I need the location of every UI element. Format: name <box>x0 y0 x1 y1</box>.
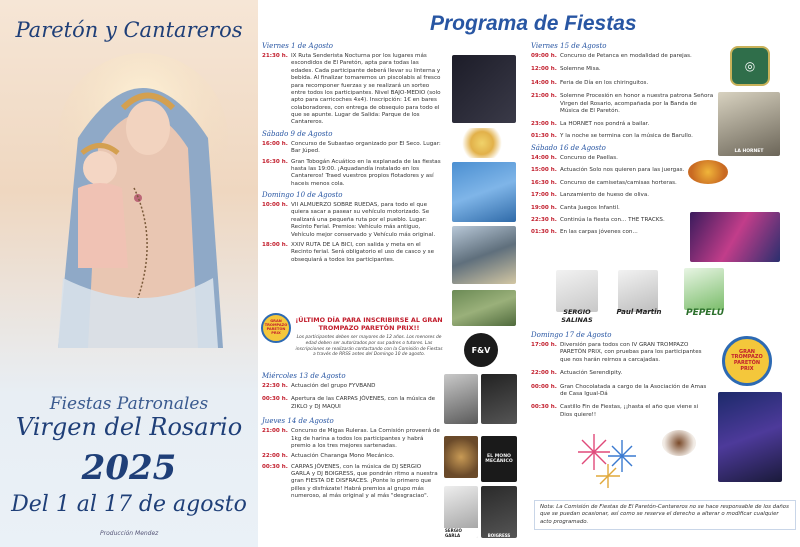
event-row <box>262 159 442 189</box>
event-row <box>262 202 442 239</box>
brand-title: Paretón y Cantareros <box>15 18 243 42</box>
program-column-left-bottom <box>262 372 440 504</box>
event-time: 21:00 h. <box>531 93 557 100</box>
program-column-left <box>262 42 442 267</box>
event-row <box>531 384 711 399</box>
day-heading: Sábado 9 de Agosto <box>262 129 333 138</box>
event-time: 22:30 h. <box>262 383 288 389</box>
dj-name-sergio: SERGIO SALINAS <box>561 308 593 324</box>
event-time: 22:30 h. <box>531 216 557 223</box>
event-text: Canta Juegos Infantil. <box>560 204 620 211</box>
program-column-right <box>531 42 716 240</box>
event-text: Apertura de las CARPAS JÓVENES, con la música de ZIKLO y DJ MAQUI <box>291 396 436 410</box>
event-text: Concurso de camisetas/camisas horteras. <box>560 179 677 186</box>
event-row <box>531 404 711 419</box>
event-time: 00:30 h. <box>262 463 288 470</box>
photo-night-walk <box>452 55 516 123</box>
event-row <box>262 428 440 450</box>
day-heading: Domingo 17 de Agosto <box>531 331 612 339</box>
event-row <box>262 53 442 127</box>
disclaimer-note <box>534 500 796 530</box>
event-row <box>531 133 716 140</box>
notice-small-print: Los participantes deben ser mayores de 12 años. Los menores de edad deben ser autorizados por sus padres o tutores. Las inscripciones se realizarán contactando con la Comisión de Fiestas a través de RRSS antes del Domingo 10 de agosto. <box>295 334 443 358</box>
photo-dj-pepelu <box>684 268 724 310</box>
sergio-garla-label: SERGIO GARLA <box>444 528 478 538</box>
day-block <box>262 191 442 264</box>
photo-dj-sergio <box>556 270 598 312</box>
event-text: Actuación del grupo FYVBAND <box>291 383 376 389</box>
event-row <box>262 383 440 390</box>
day-heading: Miércoles 13 de Agosto <box>262 372 346 380</box>
cover-line-1: Fiestas Patronales <box>49 394 209 414</box>
event-time: 22:00 h. <box>262 453 288 460</box>
event-row <box>531 66 716 73</box>
event-row <box>531 80 716 87</box>
event-text: Continúa la fiesta con... THE TRACKS. <box>560 216 665 223</box>
trompazo-badge-small-label: GRAN TROMPAZO PARETÓN PRIX <box>264 319 288 335</box>
cover-dates: Del 1 al 17 de agosto <box>11 492 247 517</box>
event-time: 14:00 h. <box>531 155 557 161</box>
photo-boigress <box>481 486 517 538</box>
photo-bikes <box>452 290 516 326</box>
event-row <box>531 93 716 115</box>
photo-paella <box>688 160 728 184</box>
photo-migas <box>444 436 478 478</box>
event-text: Castillo Fin de Fiestas, ¡¡hasta el año que viene si Dios quiere!! <box>560 404 699 418</box>
event-time: 21:30 h. <box>262 53 288 59</box>
mono-mecanico-logo <box>481 436 517 482</box>
fv-logo <box>464 333 498 367</box>
cover-panel <box>0 0 258 547</box>
event-row <box>262 464 440 501</box>
event-row <box>531 370 711 377</box>
event-row <box>531 205 716 212</box>
event-time: 16:00 h. <box>262 140 288 147</box>
trompazo-badge <box>722 336 772 386</box>
day-heading: Sábado 16 de Agosto <box>531 144 606 152</box>
boigress-label: BOIGRESS <box>487 533 511 538</box>
event-text: Concurso de Petanca en modalidad de parejas. <box>560 53 692 59</box>
photo-water-slide <box>452 162 516 222</box>
registration-notice <box>295 316 443 358</box>
photo-cards <box>458 128 506 158</box>
day-block <box>262 372 440 411</box>
event-row <box>531 180 716 187</box>
event-text: En las carpas jóvenes con... <box>560 229 638 236</box>
event-time: 19:00 h. <box>531 204 557 211</box>
day-block <box>531 42 716 140</box>
event-text: Lanzamiento de hueso de oliva. <box>560 192 650 199</box>
day-heading: Viernes 15 de Agosto <box>531 42 607 50</box>
petanca-icon: ◎ <box>744 59 756 73</box>
event-text: CARPAS JÓVENES, con la música de DJ SERGIO GARLA y DJ BOIGRESS, que pondrán ritmo a nuestra gran FIESTA DE DISFRACES. ¡Ponte lo primero que pilles y disfrázate! Habrá premios al grupo más numeroso, al más original y al más "desgraciao". <box>291 463 438 500</box>
event-time: 22:00 h. <box>531 370 557 377</box>
event-text: La HORNET nos pondrá a bailar. <box>560 121 650 128</box>
event-text: Concurso de Paellas. <box>560 155 618 161</box>
event-time: 00:00 h. <box>531 383 557 390</box>
event-text: Actuación Charanga Mono Mecánico. <box>291 453 395 460</box>
event-text: Solemne Procesión en honor a nuestra patrona Señora Virgen del Rosario, acompañada por la Banda de Música de El Paretón. <box>560 93 714 114</box>
event-text: VII ALMUERZO SOBRE RUEDAS, para todo el que quiera sacar a pasear su vehículo motorizado. Se realizará una pequeña ruta por el pueblo. Lugar: Recinto Ferial. Premios: Vehículo más antiguo, Vehículo mejor conservado y Vehículo más original. <box>291 202 436 238</box>
day-heading: Viernes 1 de Agosto <box>262 42 334 50</box>
event-text: Concurso de Subastao organizado por El Seco. Lugar: Bar Júped. <box>291 140 441 155</box>
event-time: 15:00 h. <box>531 167 557 174</box>
photo-serendipity <box>718 392 782 482</box>
event-time: 01:30 h. <box>531 229 557 236</box>
program-column-right-bottom <box>531 331 711 422</box>
disclaimer-text: Nota: La Comisión de Fiestas de El Paretón-Cantareros no se hace responsable de los daños que se puedan ocasionar, así como se reserva el derecho a alterar o modificar cualquier acto programado. <box>540 504 789 525</box>
event-time: 14:00 h. <box>531 79 557 86</box>
photo-chocolate <box>662 430 696 456</box>
event-row <box>262 453 440 460</box>
event-row <box>531 53 716 60</box>
fireworks-illustration <box>574 430 648 492</box>
notice-headline: ¡ÚLTIMO DÍA PARA INSCRIBIRSE AL GRAN TROMPAZO PARETÓN PRIX!! <box>295 316 443 333</box>
event-text: Feria de Día en los chiringuitos. <box>560 79 649 86</box>
event-time: 23:00 h. <box>531 121 557 128</box>
day-block <box>262 417 440 500</box>
virgin-illustration <box>38 48 228 348</box>
event-row <box>531 229 716 236</box>
event-time: 16:30 h. <box>262 158 288 165</box>
petanca-club-logo <box>730 46 770 86</box>
dj-name-pepelu: PEPELU <box>685 308 725 318</box>
photo-fyvband <box>444 374 478 424</box>
band-logo-label: LA HORNET <box>734 149 764 154</box>
event-time: 16:30 h. <box>531 179 557 186</box>
photo-band-hornet <box>718 92 780 156</box>
mono-logo-label: EL MONO MECÁNICO <box>485 453 513 464</box>
event-text: IX Ruta Senderista Nocturna por los lugares más escondidos de El Paretón, apta para todas las edades. Cada participante deberá llevar su linterna y bebida. Al finalizar tomaremos un piscolabis al fresco para recomponer fuerzas y se realizará un sorteo entre todos los participantes. Nivel BAJO-MEDIO (solo apto para carricoches 4x4). Inscripción: 1€ en bares colaboradores, con entrega de obsequio para todo el que se apunte. Lugar de Salida: Parque de los Cantareros. <box>291 53 441 126</box>
event-time: 00:30 h. <box>531 404 557 411</box>
event-text: Gran Chocolatada a cargo de la Asociación de Amas de Casa Igual-Dá <box>560 383 707 397</box>
event-row <box>531 121 716 128</box>
event-time: 01:30 h. <box>531 132 557 139</box>
event-time: 00:30 h. <box>262 396 288 403</box>
photo-sergio-garla <box>444 486 478 538</box>
day-heading: Jueves 14 de Agosto <box>262 417 334 426</box>
event-row <box>262 141 442 156</box>
event-row <box>531 217 716 224</box>
event-time: 17:00 h. <box>531 342 557 348</box>
photo-cars <box>452 226 516 284</box>
event-text: Diversión para todos con IV GRAN TROMPAZO PARETÓN PRIX, con pruebas para los participantes que nos harán reirnos a carcajadas. <box>560 342 702 363</box>
event-text: Y la noche se termina con la música de Barullo. <box>560 132 693 139</box>
event-text: Concurso de Migas Ruleras. La Comisión proveerá de 1kg de harina a todos los participantes y habrá premio a los tres mejores sartenadas. <box>291 428 440 449</box>
trompazo-badge-label: GRAN TROMPAZO PARETÓN PRIX <box>731 348 763 372</box>
dj-name-paul: Paul Martin <box>616 308 662 316</box>
event-time: 09:00 h. <box>531 53 557 59</box>
day-block <box>262 42 442 127</box>
day-heading: Domingo 10 de Agosto <box>262 191 343 199</box>
event-time: 17:00 h. <box>531 192 557 199</box>
event-time: 21:00 h. <box>262 428 288 435</box>
producer-signature: Producción Mendez <box>100 530 159 537</box>
event-row <box>531 342 711 364</box>
event-row <box>262 242 442 264</box>
event-text: Actuación Serendipity. <box>560 370 623 377</box>
photo-dj-paul <box>618 270 658 312</box>
event-text: Gran Tobogán Acuático en la explanada de las fiestas hasta las 19:00. ¡Aquadandía instalado en los Cantareros! Traed vuestros propios flotadores y así haceis menos cola. <box>291 158 441 187</box>
cover-year: 2025 <box>81 448 177 488</box>
day-block <box>262 130 442 188</box>
event-row <box>531 155 716 162</box>
event-text: Solemne Misa. <box>560 66 601 73</box>
event-time: 10:00 h. <box>262 202 288 208</box>
event-time: 12:00 h. <box>531 66 557 73</box>
photo-the-tracks <box>690 212 780 262</box>
event-row <box>531 192 716 199</box>
event-text: Actuación Solo nos quieren para las juergas. <box>560 167 685 174</box>
photo-ziklo <box>481 374 517 424</box>
day-block <box>531 144 716 237</box>
program-title: Programa de Fiestas <box>430 12 637 35</box>
event-time: 18:00 h. <box>262 241 288 248</box>
event-row <box>262 396 440 411</box>
cover-line-2: Virgen del Rosario <box>15 413 243 441</box>
event-text: XXIV RUTA DE LA BICI, con salida y meta en el Recinto ferial. Será obligatorio el uso de casco y se obsequiará a todos los participantes. <box>291 241 435 263</box>
fv-logo-label: F&V <box>471 345 491 355</box>
trompazo-badge-small <box>261 313 291 343</box>
